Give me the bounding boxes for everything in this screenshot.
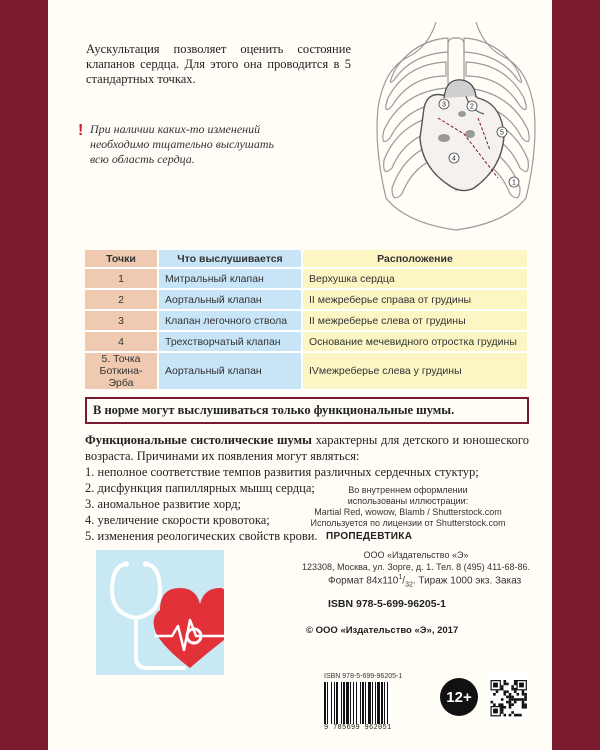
cell-where: II межреберье справа от грудины	[302, 289, 528, 310]
cell-point: 3	[85, 310, 158, 331]
cell-where: II межреберье слева от грудины	[302, 310, 528, 331]
header-points: Точки	[85, 250, 158, 268]
credits-line: Во внутреннем оформлении	[348, 485, 468, 495]
age-rating-badge: 12+	[440, 678, 478, 716]
list-item: 2. дисфункция папиллярных мышц сердца;	[85, 481, 315, 495]
series-title: ПРОПЕДЕВТИКА	[326, 531, 413, 542]
exclamation-icon: !	[78, 122, 84, 139]
cell-where: Верхушка сердца	[302, 268, 528, 289]
diagram-label-4: 4	[452, 155, 456, 163]
rib-cage-diagram	[366, 18, 546, 238]
print-format: Формат $84x110^1/_{32}$. Тираж 1000 экз. Заказ	[328, 574, 522, 589]
list-item: 4. увеличение скорости кровотока;	[85, 513, 270, 527]
credits-line: использованы иллюстрации:	[347, 496, 469, 506]
cell-point: 1	[85, 268, 158, 289]
credits-line: Используется по лицензии от Shutterstock.com	[310, 518, 506, 528]
back-cover-page	[48, 0, 552, 750]
functional-lead	[85, 432, 529, 464]
intro-paragraph: Аускультация позволяет оценить состояние клапанов сердца. Для этого она проводится в 5 стандартных точках.	[86, 42, 351, 86]
list-item: 3. аномальное развитие хорд;	[85, 497, 242, 511]
diagram-label-1: 1	[512, 179, 516, 187]
qr-code	[488, 672, 530, 720]
barcode-number: 9 785699 962051	[324, 724, 392, 732]
table-row	[85, 331, 528, 352]
cell-what: Клапан легочного ствола	[158, 310, 302, 331]
publisher-info	[300, 549, 532, 573]
stethoscope-heart-logo	[96, 550, 224, 675]
norm-callout: В норме могут выслушиваться только функциональные шумы.	[85, 397, 529, 424]
cell-point: 2	[85, 289, 158, 310]
header-where: Расположение	[302, 250, 528, 268]
table-row	[85, 268, 528, 289]
list-item: 5. изменения реологических свойств крови.	[85, 529, 318, 543]
auscultation-points-table	[85, 250, 529, 391]
barcode-bar	[388, 682, 391, 724]
barcode-bars	[324, 682, 434, 724]
cell-point: 5. Точка Боткина-Эрба	[85, 352, 158, 390]
table-header-row	[85, 250, 528, 268]
functional-bold-lead: Функциональные систолические шумы	[85, 433, 312, 447]
barcode	[324, 673, 434, 738]
cell-where: IVмежреберье слева у грудины	[302, 352, 528, 390]
publisher-name: ООО «Издательство «Э»	[363, 550, 469, 560]
credits-line: Martial Red, wowow, Blamb / Shutterstock.com	[314, 507, 502, 517]
table-row	[85, 289, 528, 310]
copyright-text: © ООО «Издательство «Э», 2017	[306, 625, 459, 636]
header-what: Что выслушивается	[158, 250, 302, 268]
illustration-credits	[300, 485, 516, 529]
table-row	[85, 352, 528, 390]
publisher-address: 123308, Москва, ул. Зорге, д. 1. Тел. 8 (495) 411-68-86.	[302, 562, 530, 572]
cell-what: Трехстворчатый клапан	[158, 331, 302, 352]
cell-where: Основание мечевидного отростка грудины	[302, 331, 528, 352]
warning-text: При наличии каких-то изменений необходимо тщательно выслушать всю область сердца.	[90, 122, 274, 166]
table-row	[85, 310, 528, 331]
cell-point: 4	[85, 331, 158, 352]
cell-what: Аортальный клапан	[158, 352, 302, 390]
isbn-text: ISBN 978-5-699-96205-1	[328, 598, 446, 610]
diagram-label-2: 2	[470, 103, 474, 111]
warning-note	[78, 122, 278, 167]
functional-lead-rest: характерны для детского и юношеского возраста. Причинами их появления могут являться:	[85, 433, 529, 463]
list-item: 1. неполное соответствие темпов развития различных сердечных стуктур;	[85, 465, 479, 479]
cell-what: Митральный клапан	[158, 268, 302, 289]
barcode-isbn: ISBN 978-5-699-96205-1	[324, 673, 403, 680]
diagram-label-5: 5	[500, 129, 504, 137]
cell-what: Аортальный клапан	[158, 289, 302, 310]
diagram-label-3: 3	[442, 101, 446, 109]
